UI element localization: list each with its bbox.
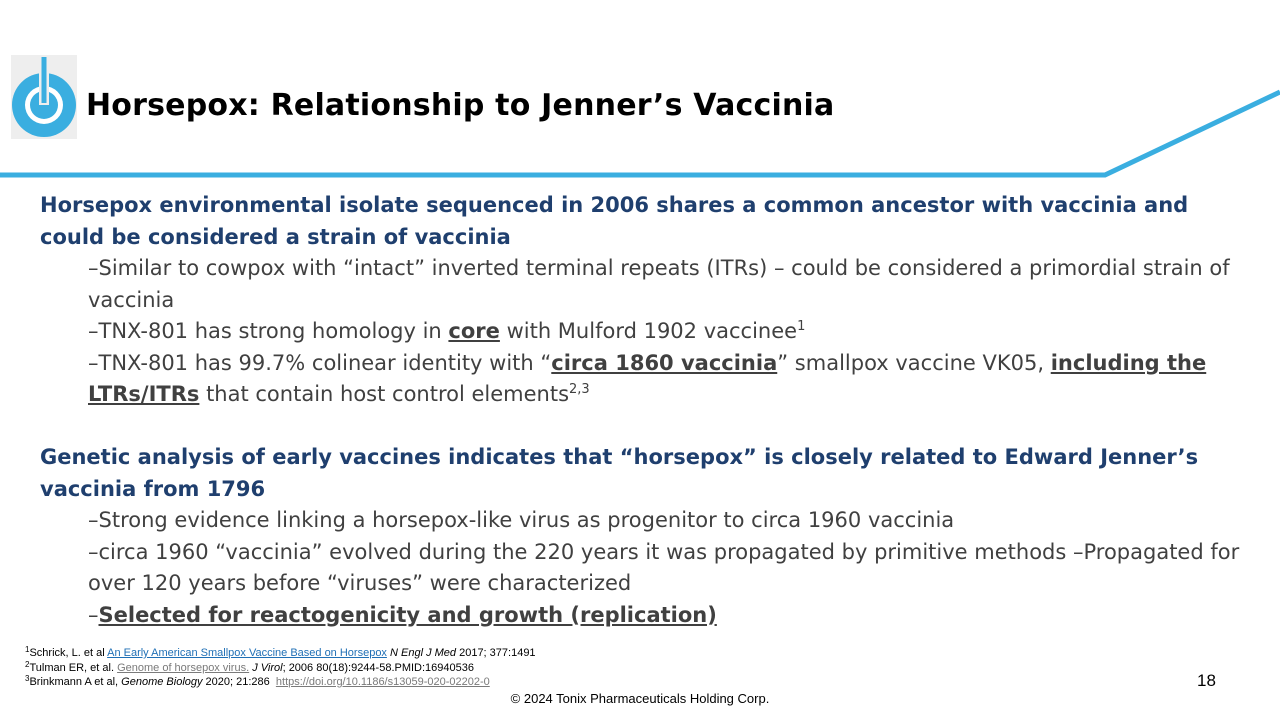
footnote-3 — [25, 675, 536, 690]
tonix-power-logo-icon — [11, 55, 77, 139]
section1-bullet-1: –Similar to cowpox with “intact” inverted terminal repeats (ITRs) – could be considered a primordial strain of vaccinia — [88, 256, 1230, 312]
section2-heading: Genetic analysis of early vaccines indicates that “horsepox” is closely related to Edward Jenner’s vaccinia from 1796 — [40, 445, 1199, 501]
section2-bullet-1: –Strong evidence linking a horsepox-like virus as progenitor to circa 1960 vaccinia — [88, 508, 955, 532]
copyright-notice: © 2024 Tonix Pharmaceuticals Holding Corp. — [510, 691, 770, 706]
bullet-text: ” smallpox vaccine VK05, — [777, 350, 1051, 375]
footnote-text: 2020; 21:286 — [202, 676, 276, 688]
footnote-text: Tulman ER, et al. — [29, 661, 118, 674]
spacer — [40, 411, 1240, 443]
footnote-journal: N Engl J Med — [386, 647, 457, 659]
footnote-text: ; 2006 80(18):9244-58.PMID:16940536 — [282, 661, 474, 674]
bullet-text: –TNX-801 has 99.7% colinear identity with “ — [88, 350, 552, 375]
footnotes — [25, 646, 536, 690]
footnote-journal: J Virol — [249, 661, 283, 674]
section1-bullet-2 — [40, 316, 1240, 348]
section1-heading: Horsepox environmental isolate sequenced in 2006 shares a common ancestor with vaccinia and could be considered a strain of vaccinia — [40, 193, 1189, 249]
section2-bullet-3 — [40, 600, 1240, 632]
footnote-text: Schrick, L. et al — [29, 647, 108, 659]
bullet-text: that contain host control elements — [199, 382, 570, 406]
section1-bullet-3 — [40, 348, 1240, 411]
footnote-link[interactable]: An Early American Smallpox Vaccine Based on Horsepox — [107, 647, 387, 659]
slide-body — [40, 190, 1240, 631]
footnote-doi-link[interactable]: https://doi.org/10.1186/s13059-020-02202-0 — [275, 676, 490, 688]
footnote-ref: 2,3 — [569, 382, 590, 397]
footnote-text: 2017; 377:1491 — [456, 647, 536, 659]
footnote-number: 1 — [25, 645, 30, 654]
footnote-ref: 1 — [797, 319, 806, 334]
emphasis-reactogenicity: Selected for reactogenicity and growth (replication) — [98, 602, 717, 627]
bullet-dash: – — [88, 602, 99, 627]
footnote-text: Brinkmann A et al, — [29, 676, 122, 688]
footnote-2 — [25, 661, 536, 676]
section2-bullet-2: –circa 1960 “vaccinia” evolved during the 220 years it was propagated by primitive methods –Propagated for over 120 years before “viruses” were characterized — [88, 539, 1240, 595]
slide-title: Horsepox: Relationship to Jenner’s Vaccinia — [86, 88, 835, 123]
bullet-text: –TNX-801 has strong homology in — [88, 319, 449, 343]
footnote-number: 2 — [25, 659, 30, 669]
page-number: 18 — [1197, 671, 1216, 690]
footnote-link[interactable]: Genome of horsepox virus. — [117, 661, 250, 674]
bullet-text: with Mulford 1902 vaccinee — [499, 319, 798, 343]
footnote-1 — [25, 646, 536, 661]
emphasis-core: core — [448, 319, 500, 343]
emphasis-circa-1860: circa 1860 vaccinia — [551, 350, 778, 375]
emphasis-ltrs-itrs: including the LTRs/ITRs — [88, 350, 1207, 406]
footnote-number: 3 — [25, 674, 30, 683]
footnote-journal: Genome Biology — [121, 676, 203, 688]
